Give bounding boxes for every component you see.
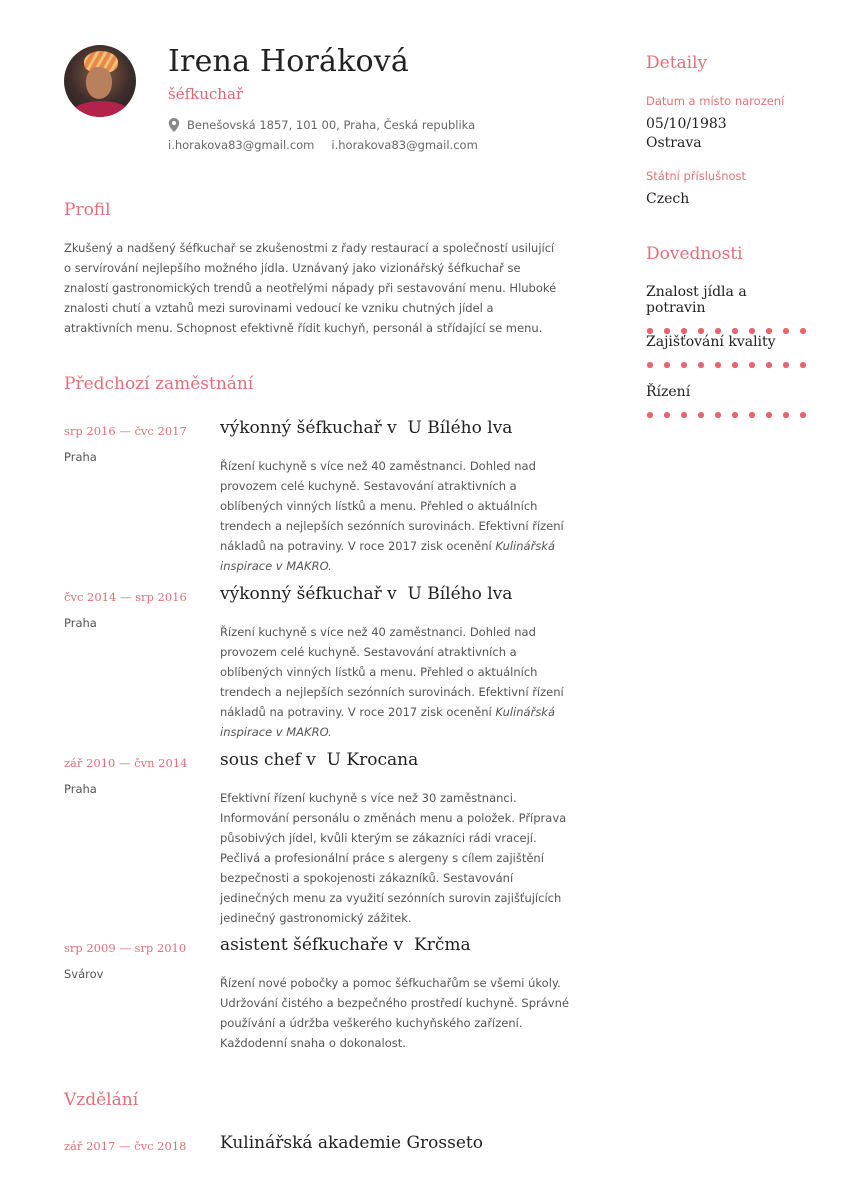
skill-dot-icon xyxy=(783,412,789,418)
skill-level-dots xyxy=(646,412,806,418)
job-description xyxy=(220,788,575,928)
education-school: Kulinářská akademie Grosseto xyxy=(220,1133,483,1153)
address-row xyxy=(168,118,475,132)
skill-item xyxy=(646,284,806,334)
skill-dot-icon xyxy=(681,328,687,334)
skill-dot-icon xyxy=(681,362,687,368)
avatar xyxy=(64,45,136,117)
email-row xyxy=(168,138,478,152)
job-city: Svárov xyxy=(64,967,104,981)
skill-item xyxy=(646,384,806,418)
skill-dot-icon xyxy=(766,412,772,418)
skill-dot-icon xyxy=(783,328,789,334)
job-city: Praha xyxy=(64,616,97,630)
birth-label: Datum a místo narození xyxy=(646,94,785,108)
skill-dot-icon xyxy=(749,362,755,368)
avatar-face xyxy=(86,67,112,99)
skill-dot-icon xyxy=(732,412,738,418)
section-heading-education: Vzdělání xyxy=(64,1090,139,1110)
job-dates: zář 2010 — čvn 2014 xyxy=(64,756,188,770)
skill-dot-icon xyxy=(749,328,755,334)
skill-dot-icon xyxy=(698,362,704,368)
job-description-text: Řízení kuchyně s více než 40 zaměstnanci. Dohled nad provozem celé kuchyně. Sestavování atraktivních a oblíbených vinných lístků a menu. Přehled o aktuálních trendech a nejlepších sezónních surovinách. Efektivní řízení nákladů na potraviny. V roce 2017 zisk ocenění xyxy=(220,625,564,719)
skill-level-dots xyxy=(646,362,806,368)
skill-dot-icon xyxy=(732,362,738,368)
section-heading-profile: Profil xyxy=(64,200,111,220)
skill-dot-icon xyxy=(783,362,789,368)
job-description-award: Kulinářská inspirace v MAKRO. xyxy=(220,705,556,739)
skill-dot-icon xyxy=(800,328,806,334)
skill-dot-icon xyxy=(800,362,806,368)
skill-dot-icon xyxy=(715,328,721,334)
skill-dot-icon xyxy=(698,328,704,334)
job-description xyxy=(220,973,575,1053)
skill-dot-icon xyxy=(647,328,653,334)
email-link[interactable]: i.horakova83@gmail.com xyxy=(331,138,478,152)
skill-dot-icon xyxy=(664,412,670,418)
candidate-name: Irena Horáková xyxy=(168,44,410,79)
job-role: sous chef v U Krocana xyxy=(220,750,419,770)
skill-name: Zajišťování kvality xyxy=(646,334,776,350)
job-title: šéfkuchař xyxy=(168,85,244,103)
skill-dot-icon xyxy=(715,412,721,418)
skill-dot-icon xyxy=(664,328,670,334)
skill-dot-icon xyxy=(715,362,721,368)
skill-dot-icon xyxy=(664,362,670,368)
email-link[interactable]: i.horakova83@gmail.com xyxy=(168,138,315,152)
section-heading-skills: Dovednosti xyxy=(646,244,743,264)
job-description-text: Řízení kuchyně s více než 40 zaměstnanci. Dohled nad provozem celé kuchyně. Sestavování atraktivních a oblíbených vinných lístků a menu. Přehled o aktuálních trendech a nejlepších sezónních surovinách. Efektivní řízení nákladů na potraviny. V roce 2017 zisk ocenění xyxy=(220,459,564,553)
skill-item xyxy=(646,334,806,368)
skill-dot-icon xyxy=(647,362,653,368)
job-dates: srp 2016 — čvc 2017 xyxy=(64,424,187,438)
map-pin-icon xyxy=(168,118,180,132)
skill-dot-icon xyxy=(749,412,755,418)
job-city: Praha xyxy=(64,450,97,464)
profile-summary: Zkušený a nadšený šéfkuchař se zkušenostmi z řady restaurací a společností usilující o servírování nejlepšího možného jídla. Uznávaný jako vizionářský šéfkuchař se znalostí gastronomických trendů a neotřelými nápady při sestavování menu. Hluboké znalosti chutí a vztahů mezi surovinami vedoucí ke vzniku chutných jídel a atraktivních menu. Schopnost efektivně řídit kuchyň, personál a střídající se menu. xyxy=(64,241,557,335)
job-dates: čvc 2014 — srp 2016 xyxy=(64,590,187,604)
education-dates: zář 2017 — čvc 2018 xyxy=(64,1139,187,1153)
job-description-text: Efektivní řízení kuchyně s více než 30 zaměstnanci. Informování personálu o změnách menu a položek. Příprava působivých jídel, kvůli kterým se zákazníci rádi vracejí. Pečlivá a profesionální práce s alergeny s cílem zajištění bezpečnosti a spokojenosti zákazníků. Sestavování jedinečných menu za využití sezónních surovin zajišťujících jedinečný gastronomický zážitek. xyxy=(220,791,567,925)
job-role: asistent šéfkuchaře v Krčma xyxy=(220,935,471,955)
job-description xyxy=(220,456,575,576)
skill-dot-icon xyxy=(732,328,738,334)
skill-dot-icon xyxy=(800,412,806,418)
skill-dot-icon xyxy=(698,412,704,418)
skill-dot-icon xyxy=(681,412,687,418)
job-description-award: Kulinářská inspirace v MAKRO. xyxy=(220,539,556,573)
section-heading-details: Detaily xyxy=(646,53,708,73)
job-city: Praha xyxy=(64,782,97,796)
avatar-shirt xyxy=(72,101,130,117)
job-description xyxy=(220,622,575,742)
skill-level-dots xyxy=(646,328,806,334)
job-role: výkonný šéfkuchař v U Bílého lva xyxy=(220,584,513,604)
birth-date: 05/10/1983 xyxy=(646,116,727,132)
job-dates: srp 2009 — srp 2010 xyxy=(64,941,187,955)
job-role: výkonný šéfkuchař v U Bílého lva xyxy=(220,418,513,438)
section-heading-employment: Předchozí zaměstnání xyxy=(64,374,254,394)
skill-dot-icon xyxy=(766,362,772,368)
address: Benešovská 1857, 101 00, Praha, Česká republika xyxy=(187,118,476,132)
job-description-text: Řízení nové pobočky a pomoc šéfkuchařům se všemi úkoly. Udržování čistého a bezpečného prostředí kuchyně. Správné používání a údržba veškerého kuchyňského zařízení. Každodenní snaha o dokonalost. xyxy=(220,976,569,1050)
birth-place: Ostrava xyxy=(646,135,702,151)
skill-dot-icon xyxy=(647,412,653,418)
skill-dot-icon xyxy=(766,328,772,334)
nationality-label: Státní příslušnost xyxy=(646,169,747,183)
skill-name: Řízení xyxy=(646,384,691,400)
skill-name: Znalost jídla a potravin xyxy=(646,284,747,316)
nationality: Czech xyxy=(646,191,690,207)
